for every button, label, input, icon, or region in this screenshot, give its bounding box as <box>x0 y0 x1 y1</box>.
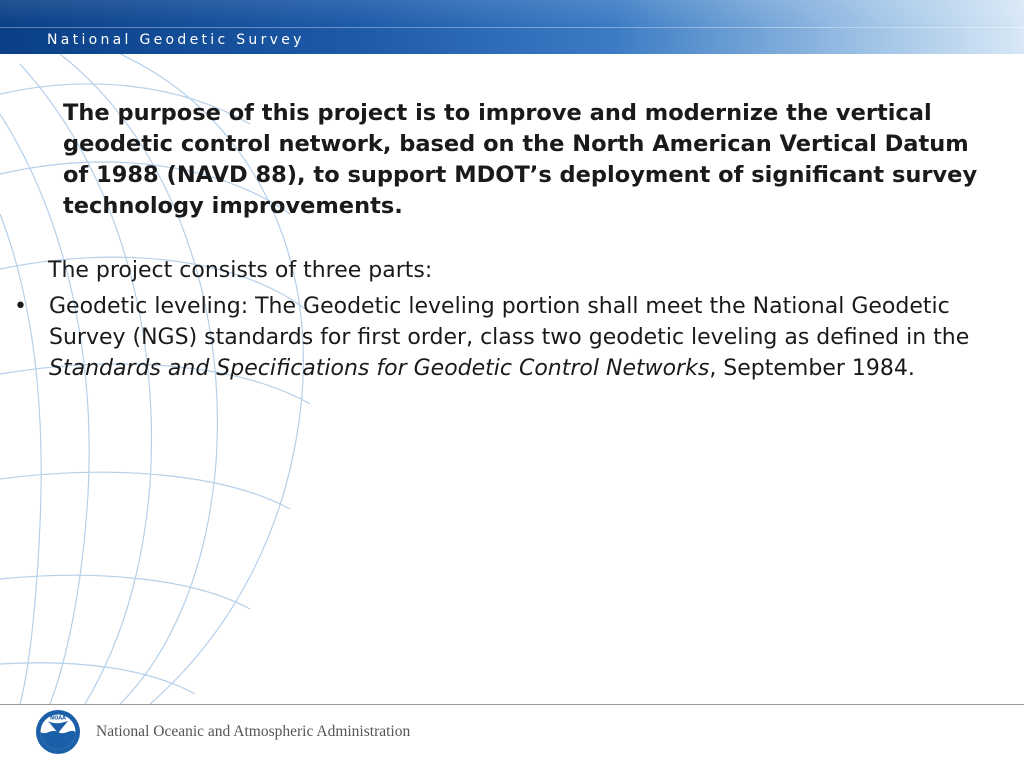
header-divider <box>0 27 1024 28</box>
header-band <box>0 0 1024 54</box>
bullet-text: Geodetic leveling: The Geodetic leveling portion shall meet the National Geodetic Survey (NGS) standards for first order, class two geodetic leveling as defined in the <box>49 294 970 350</box>
footer-divider <box>0 704 1024 705</box>
footer-organization: National Oceanic and Atmospheric Administration <box>96 723 411 740</box>
noaa-logo-icon <box>35 709 81 755</box>
header-sheen <box>0 0 1024 26</box>
noaa-logo-text: NOAA <box>49 715 67 722</box>
parts-intro: The project consists of three parts: <box>48 258 433 283</box>
bullet-italic-title: Standards and Specifications for Geodetic Control Networks <box>49 356 710 381</box>
header-title: National Geodetic Survey <box>47 32 305 48</box>
intro-paragraph: The purpose of this project is to improve and modernize the vertical geodetic control network, based on the North American Vertical Datum of 1988 (NAVD 88), to support MDOT’s deployment of significant survey technology improvements. <box>63 100 978 219</box>
bullet-text-end: , September 1984. <box>709 356 915 381</box>
bullet-item-geodetic-leveling <box>0 291 984 384</box>
bullet-list <box>0 291 1000 384</box>
bullet-marker: • <box>14 294 27 319</box>
